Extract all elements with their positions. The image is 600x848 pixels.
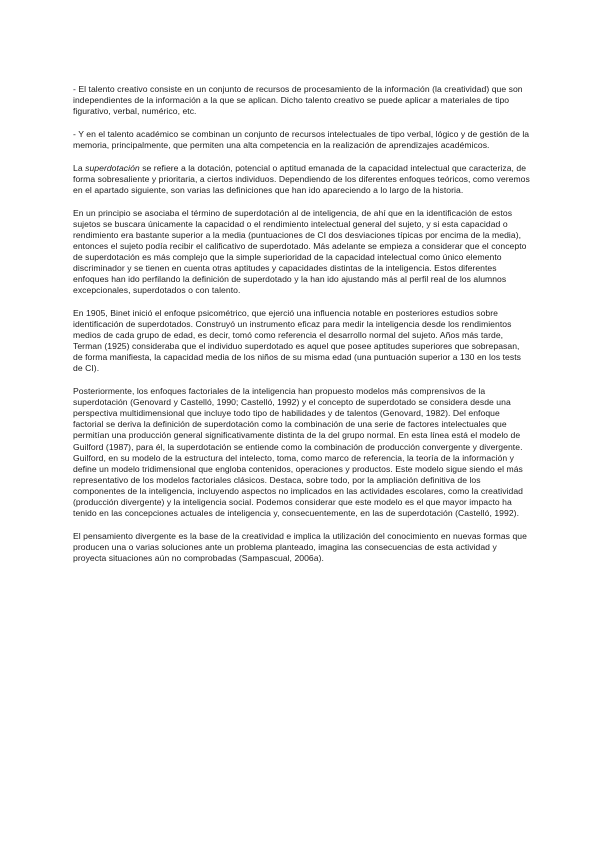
paragraph-binet-terman: En 1905, Binet inició el enfoque psicométrico, que ejerció una influencia notable en posteriores estudios sobre identificación de superdotados. Construyó un instrumento eficaz para medir la inteligencia desde los rendimientos medios de cada grupo de edad, es decir, tomó como referencia el desarrollo normal del sujeto. Años más tarde, Terman (1925) consideraba que el individuo superdotado es aquel que posee aptitudes superiores que sobrepasan, de forma manifiesta, la capacidad media de los niños de su misma edad (una puntuación superior a 130 en los tests de CI). xyxy=(73,307,522,374)
document-body xyxy=(73,84,531,576)
emphasis-term: superdotación xyxy=(85,162,140,173)
paragraph-prefix: La xyxy=(73,162,86,173)
paragraph-text: se refiere a la dotación, potencial o aptitud emanada de la capacidad intelectual que caracteriza, de forma sobresaliente y prioritaria, a ciertos individuos. Dependiendo de los diferentes enfoques teóricos, como veremos en el apartado siguiente, son varias las definiciones que han ido apareciendo a lo largo de la historia. xyxy=(73,162,530,195)
paragraph-pensamiento-divergente: El pensamiento divergente es la base de la creatividad e implica la utilización del conocimiento en nuevas formas que producen una o varias soluciones ante un problema planteado, imagina las consecuencias de esta actividad y proyecta situaciones aún no comprobadas (Sampascual, 2006a). xyxy=(73,530,527,563)
paragraph-talento-academico: - Y en el talento académico se combinan un conjunto de recursos intelectuales de tipo verbal, lógico y de gestión de la memoria, principalmente, que permiten una alta competencia en la realización de aprendizajes académicos. xyxy=(73,128,530,150)
paragraph-talento-creativo: - El talento creativo consiste en un conjunto de recursos de procesamiento de la información (la creatividad) que son independientes de la información a la que se aplican. Dicho talento creativo se puede aplicar a materiales de tipo figurativo, verbal, numérico, etc. xyxy=(73,84,523,117)
paragraph-superdotacion-definicion xyxy=(73,163,531,196)
paragraph-historia-concepto: En un principio se asociaba el término de superdotación al de inteligencia, de ahí que en la identificación de estos sujetos se buscara únicamente la capacidad o el rendimiento intelectual general del sujeto, y si esta capacidad o rendimiento era bastante superior a la media (puntuaciones de CI dos desviaciones típicas por encima de la media), entonces el sujeto podía recibir el calificativo de superdotado. Más adelante se empieza a considerar que el concepto de superdotación es más complejo que la simple superioridad de la capacidad intelectual como único elemento discriminador y se tienen en cuenta otras aptitudes y capacidades distintas de la inteligencia. Estos diferentes enfoques han ido perfilando la definición de superdotado y la han ido ajustando más al perfil real de los alumnos excepcionales, superdotados o con talento. xyxy=(73,207,527,296)
paragraph-enfoques-factoriales: Posteriormente, los enfoques factoriales de la inteligencia han propuesto modelos más comprensivos de la superdotación (Genovard y Castelló, 1990; Castelló, 1992) y el concepto de superdotado se considera desde una perspectiva multidimensional que incluye todo tipo de habilidades y de talentos (Genovard, 1982). Del enfoque factorial se deriva la definición de superdotación como la combinación de una serie de factores intelectuales que permitían una producción general significativamente distinta de la del grupo normal. En esta línea está el modelo de Guilford (1987), para él, la superdotación se entiende como la combinación de producción convergente y divergente. Guilford, en su modelo de la estructura del intelecto, toma, como marco de referencia, la teoría de la información y define un modelo tridimensional que engloba contenidos, operaciones y productos. Este modelo sigue siendo el más representativo de los modelos factoriales clásicos. Destaca, sobre todo, por la ampliación definitiva de los componentes de la inteligencia, incluyendo aspectos no implicados en las actividades escolares, como la creatividad (producción divergente) y la inteligencia social. Podemos considerar que este modelo es el que mayor impacto ha tenido en las concepciones actuales de inteligencia y, consecuentemente, en las de superdotación (Castelló, 1992). xyxy=(73,386,524,519)
